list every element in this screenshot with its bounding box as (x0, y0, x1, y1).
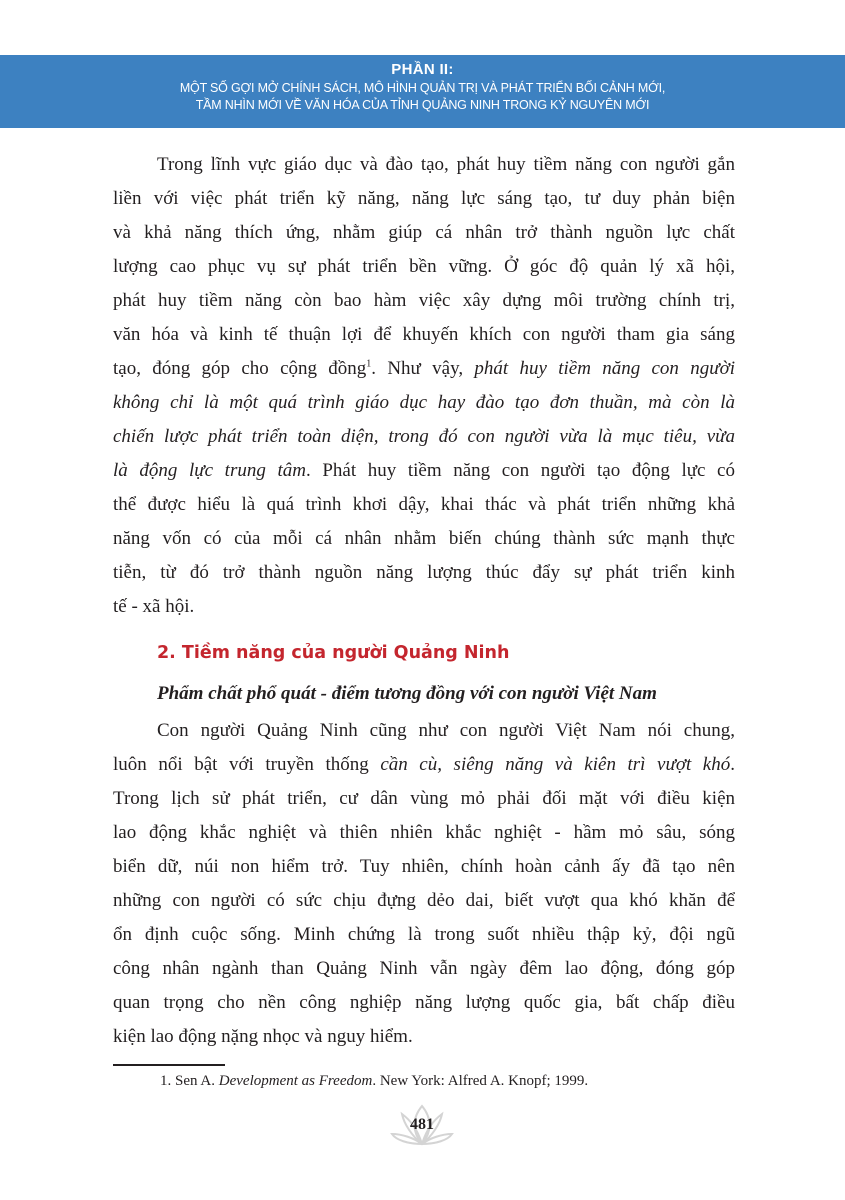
body-text (113, 148, 735, 1054)
text-segment: phát huy tiềm năng con người (474, 358, 736, 379)
text-line (113, 250, 735, 284)
text-line (113, 714, 735, 748)
page-number: 481 (410, 1116, 434, 1133)
text-segment: luôn nổi bật với truyền thống (113, 754, 381, 775)
text-line (113, 454, 735, 488)
section-heading: 2. Tiềm năng của người Quảng Ninh (157, 643, 510, 663)
text-line (113, 352, 735, 386)
text-segment: văn hóa và kinh tế thuận lợi để khuyến khích con người tham gia sáng (113, 324, 735, 345)
text-line (113, 590, 735, 624)
text-segment: cần cù, siêng năng và kiên trì vượt khó (380, 754, 731, 775)
text-line (113, 1020, 735, 1054)
text-segment: năng vốn có của mỗi cá nhân nhằm biến chúng thành sức mạnh thực (113, 528, 735, 549)
subsection-heading: Phẩm chất phổ quát - điểm tương đồng với con người Việt Nam (157, 683, 657, 704)
text-segment: Con người Quảng Ninh cũng như con người Việt Nam nói chung, (157, 720, 735, 741)
text-segment: lao động khắc nghiệt và thiên nhiên khắc nghiệt - hầm mỏ sâu, sóng (113, 822, 735, 843)
text-segment: biển dữ, núi non hiểm trở. Tuy nhiên, chính hoàn cảnh ấy đã tạo nên (113, 856, 735, 877)
footnote-rest: . New York: Alfred A. Knopf; 1999. (372, 1073, 589, 1089)
text-segment: . Như vậy, (371, 358, 475, 379)
text-segment: là động lực trung tâm (113, 460, 306, 481)
text-line (113, 522, 735, 556)
part-subtitle-line-1: MỘT SỐ GỢI MỞ CHÍNH SÁCH, MÔ HÌNH QUẢN TRỊ VÀ PHÁT TRIỂN BỐI CẢNH MỚI, (179, 81, 666, 95)
footnote-title: Development as Freedom (218, 1073, 373, 1089)
text-segment: ổn định cuộc sống. Minh chứng là trong suốt nhiều thập kỷ, đội ngũ (113, 924, 735, 945)
text-segment: tế - xã hội. (113, 596, 195, 617)
text-segment: công nhân ngành than Quảng Ninh vẫn ngày đêm lao động, đóng góp (113, 958, 735, 979)
text-line (113, 216, 735, 250)
text-segment: và khả năng thích ứng, nhằm giúp cá nhân trở thành nguồn lực chất (113, 222, 735, 243)
text-segment: . (730, 754, 735, 775)
text-segment: thể được hiểu là quá trình khơi dậy, khai thác và phát triển những khả (113, 494, 735, 515)
part-title: PHẦN II: (391, 61, 454, 78)
footnote-divider (113, 1064, 225, 1066)
text-segment: kiện lao động nặng nhọc và nguy hiểm. (113, 1026, 413, 1047)
text-line (113, 284, 735, 318)
text-line (113, 952, 735, 986)
page-number-area (372, 1102, 472, 1152)
text-line (113, 884, 735, 918)
footnote (160, 1071, 588, 1091)
text-line (113, 850, 735, 884)
text-line (113, 816, 735, 850)
text-segment: không chỉ là một quá trình giáo dục hay đào tạo đơn thuần, mà còn là (113, 392, 735, 413)
text-segment: tạo, đóng góp cho cộng đồng (113, 358, 367, 379)
text-segment: lượng cao phục vụ sự phát triển bền vững. Ở góc độ quản lý xã hội, (113, 256, 735, 277)
text-segment: tiễn, từ đó trở thành nguồn năng lượng thúc đẩy sự phát triển kinh (113, 562, 735, 583)
section-header-band (0, 55, 845, 128)
paragraph-1 (113, 148, 735, 624)
text-segment: Trong lịch sử phát triển, cư dân vùng mỏ phải đối mặt với điều kiện (113, 788, 735, 809)
part-subtitle-line-2: TẦM NHÌN MỚI VỀ VĂN HÓA CỦA TỈNH QUẢNG NINH TRONG KỶ NGUYÊN MỚI (195, 98, 650, 112)
text-line (113, 182, 735, 216)
text-line (113, 556, 735, 590)
text-line (113, 782, 735, 816)
text-line (113, 986, 735, 1020)
text-segment: chiến lược phát triển toàn diện, trong đó con người vừa là mục tiêu, vừa (113, 426, 735, 447)
text-segment: . Phát huy tiềm năng con người tạo động lực có (305, 460, 735, 481)
paragraph-2 (113, 714, 735, 1054)
text-line (113, 318, 735, 352)
text-segment: liền với việc phát triển kỹ năng, năng lực sáng tạo, tư duy phản biện (113, 188, 735, 209)
footnote-ref: 1 (366, 358, 372, 370)
text-segment: Trong lĩnh vực giáo dục và đào tạo, phát huy tiềm năng con người gắn (157, 154, 735, 175)
text-line (113, 386, 735, 420)
text-line (113, 918, 735, 952)
text-line (113, 748, 735, 782)
text-segment: phát huy tiềm năng còn bao hàm việc xây dựng môi trường chính trị, (113, 290, 735, 311)
text-segment: những con người có sức chịu đựng dẻo dai, biết vượt qua khó khăn để (113, 890, 735, 911)
text-segment: quan trọng cho nền công nghiệp năng lượng quốc gia, bất chấp điều (113, 992, 735, 1013)
text-line (113, 420, 735, 454)
text-line (113, 488, 735, 522)
footnote-number: 1. Sen A. (160, 1073, 219, 1089)
text-line (113, 148, 735, 182)
